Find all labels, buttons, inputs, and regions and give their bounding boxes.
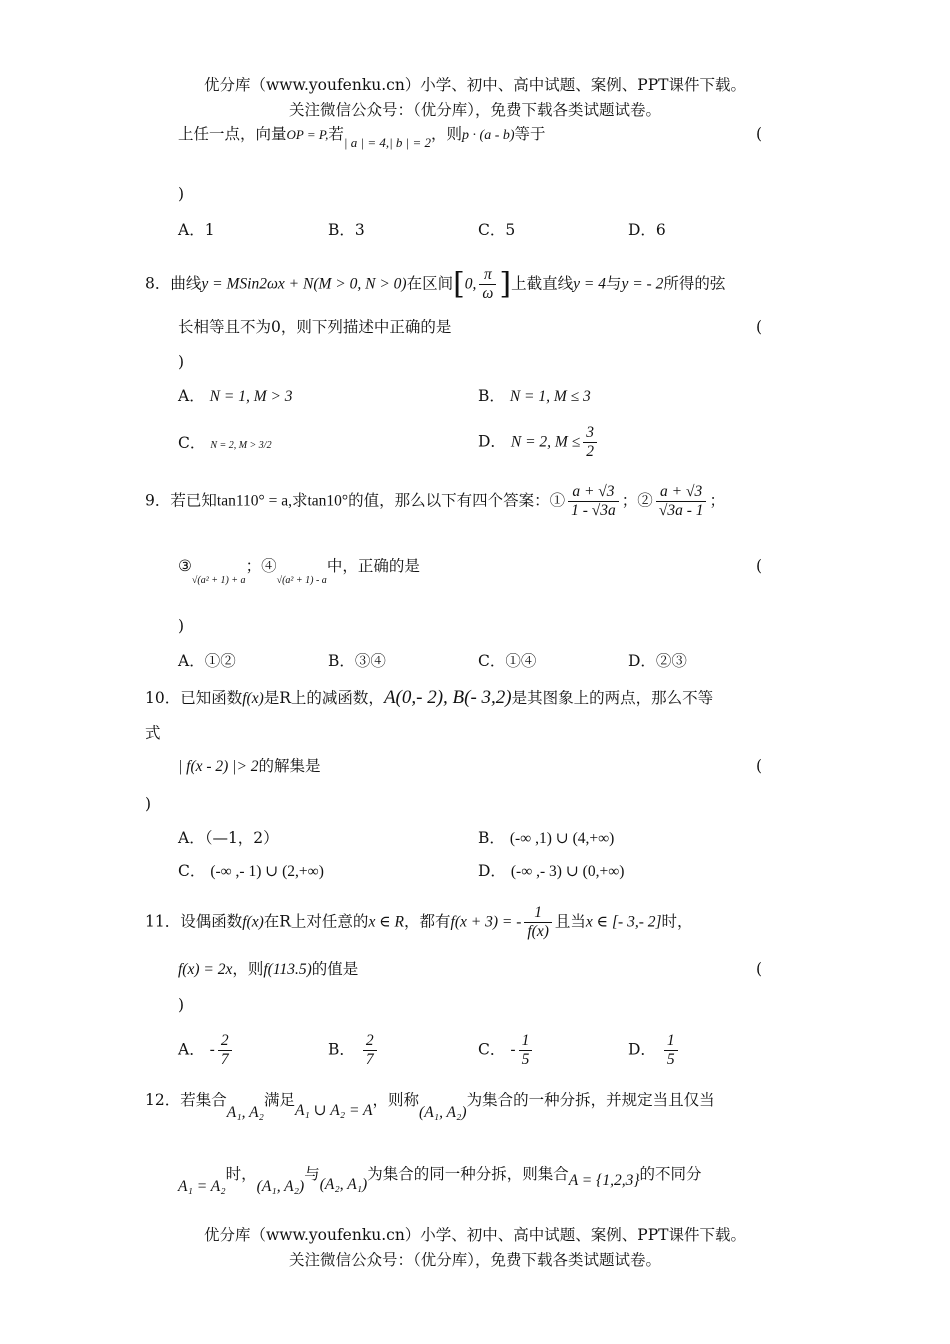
q11-option-d: D． $\frac{1}{5}$ [628, 1032, 681, 1069]
q8-stem-line-2: 长相等且不为0，则下列描述中正确的是 [178, 318, 452, 336]
q10-option-d: D． (-∞ ,- 3) ∪ (0,+∞) [478, 862, 625, 880]
q8-option-c: C． N = 2, M > 3/2 [178, 434, 272, 452]
q11-option-a: A． - $\frac{2}{7}$ [178, 1032, 235, 1069]
q7-option-a: A．1 [178, 221, 215, 239]
q9-open-paren: ( [756, 557, 763, 575]
q11-stem: 11．设偶函数f(x)在R上对任意的x ∈ R，都有f(x + 3) = - $\frac{1}{f(x)}$ 且当x ∈ [- 3,- 2]时， [145, 904, 693, 940]
q11-open-paren: ( [756, 960, 763, 978]
footer-line-2: 关注微信公众号：（优分库），免费下载各类试题试卷。 [288, 1251, 661, 1269]
q8-option-a: A． N = 1, M > 3 [178, 387, 293, 405]
q10-close-paren: ) [145, 795, 152, 813]
q9-option-b: B．③④ [328, 652, 386, 670]
q11-close-paren: ) [178, 996, 185, 1014]
q10-option-c: C． (-∞ ,- 1) ∪ (2,+∞) [178, 862, 324, 880]
q9-option-a: A．①② [178, 652, 236, 670]
q8-option-d: D． N = 2, M ≤ $\frac{3}{2}$ [478, 424, 600, 461]
q9-close-paren: ) [178, 617, 185, 635]
footer-line-1: 优分库（www.youfenku.cn）小学、初中、高中试题、案例、PPT课件下载。 [203, 1226, 747, 1244]
q12-stem-line-2: A₁ = A₂时，(A₁, A₂)与(A₂, A₁)为集合的同一种分拆，则集合A = {1,2,3}的不同分 [178, 1165, 702, 1195]
header-line-1: 优分库（www.youfenku.cn）小学、初中、高中试题、案例、PPT课件下载。 [203, 76, 747, 94]
q10-stem-line-3: | f(x - 2) |> 2的解集是 [178, 757, 321, 775]
q9-stem-line-2: $③_{√(a^2 + 1) + a}$；$④_{√(a^2 + 1) - a}$中，正确的是 [178, 557, 420, 586]
q10-stem: 10．已知函数f(x)是R上的减函数，A(0,- 2), B(- 3,2)是其图象上的两点，那么不等 [145, 687, 714, 708]
q10-open-paren: ( [756, 757, 763, 775]
q11-option-c: C． - $\frac{1}{5}$ [478, 1032, 535, 1069]
q9-option-d: D．②③ [628, 652, 687, 670]
q11-stem-line-2: f(x) = 2x，则f(113.5)的值是 [178, 960, 359, 978]
q7-option-c: C．5 [478, 221, 516, 239]
q8-option-b: B． N = 1, M ≤ 3 [478, 387, 591, 405]
q9-stem: 9．若已知tan110° = a,求tan10°的值，那么以下有四个答案：① $\frac{a + √3}{1 - √3a}$ ；② $\frac{a + √3}{√3a - 1}$ ； [145, 483, 725, 519]
q10-option-b: B． (-∞ ,1) ∪ (4,+∞) [478, 829, 615, 847]
header-line-2: 关注微信公众号：（优分库），免费下载各类试题试卷。 [288, 101, 661, 119]
q8-open-paren: ( [756, 318, 763, 336]
q9-option-c: C．①④ [478, 652, 537, 670]
q11-option-b: B． $\frac{2}{7}$ [328, 1032, 380, 1069]
q10-stem-line-2: 式 [145, 724, 161, 742]
q7-option-b: B．3 [328, 221, 365, 239]
q7-stem: 上任一点，向量OP = P,若$_{| a | = 4,| b | = 2}$，则p · (a - b)等于 [178, 125, 546, 150]
q10-option-a: A．（—1，2） [178, 829, 279, 847]
q7-option-d: D．6 [628, 221, 666, 239]
q7-close-paren: ) [178, 185, 185, 203]
q8-stem: 8．曲线y = MSin2ωx + N(M > 0, N > 0)在区间[0, $\frac{\pi}{\omega}$ ]上截直线y = 4与y = - 2所得的弦 [145, 266, 726, 302]
q8-close-paren: ) [178, 353, 185, 371]
q12-stem: 12．若集合A₁, A₂满足A₁ ∪ A₂ = A，则称(A₁, A₂)为集合的一种分拆，并规定当且仅当 [145, 1091, 715, 1121]
q7-open-paren: ( [756, 125, 763, 143]
